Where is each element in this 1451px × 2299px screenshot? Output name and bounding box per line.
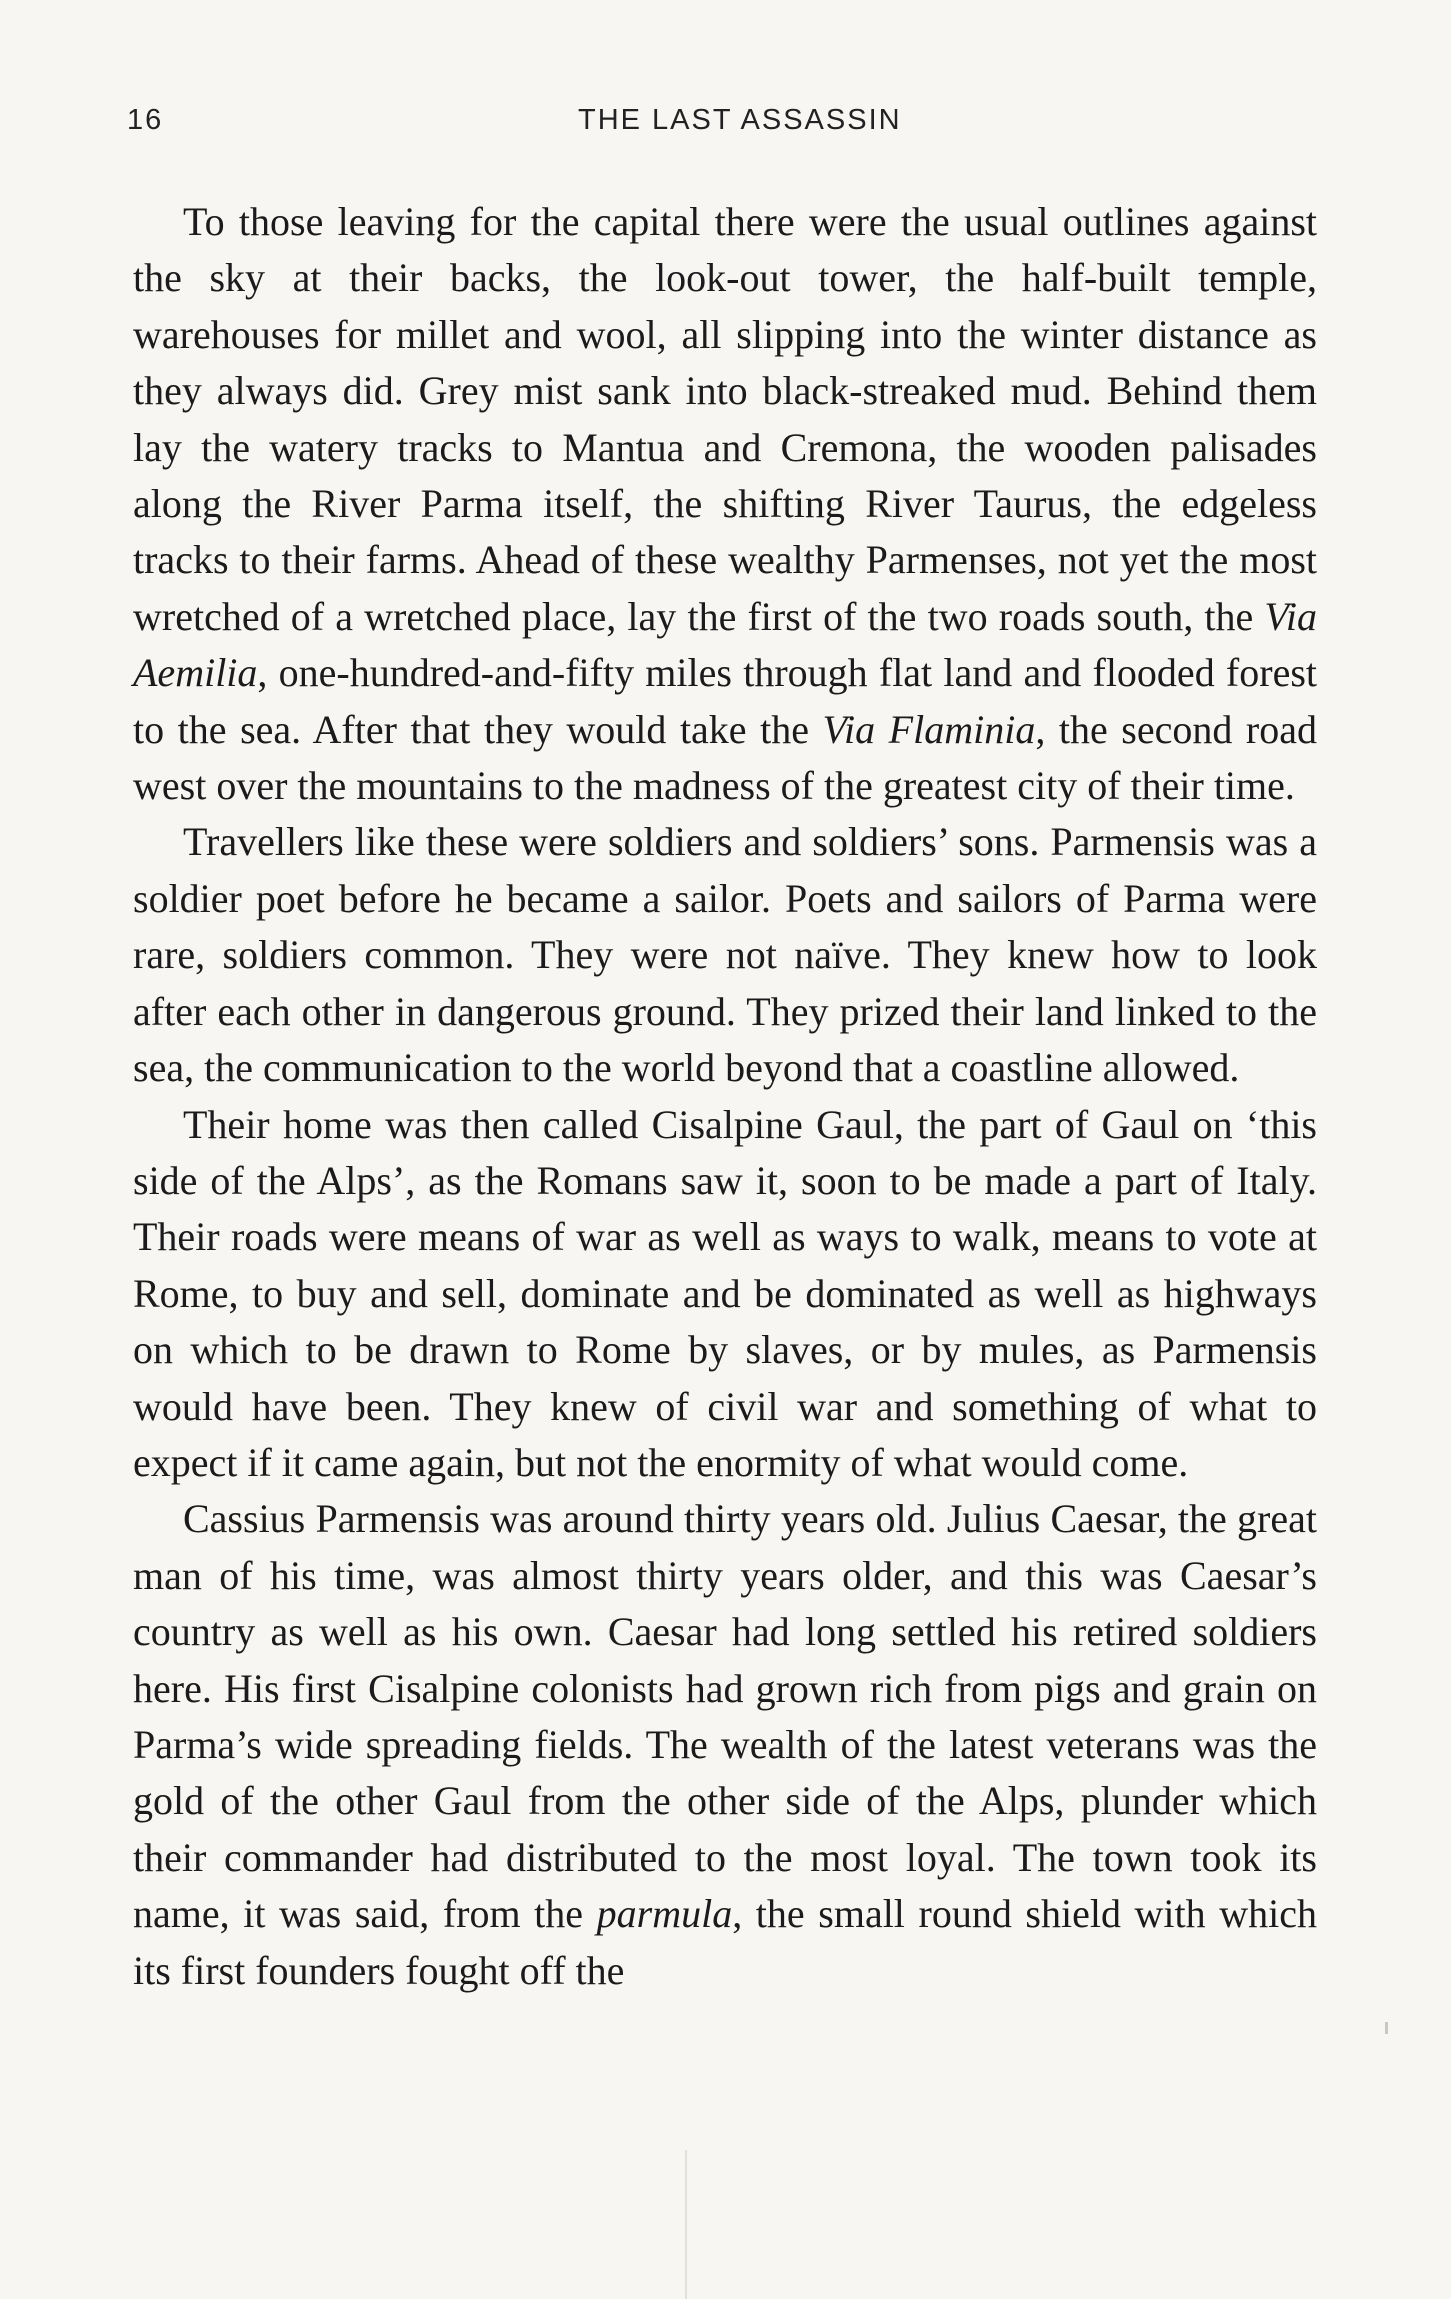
text-segment: Cassius Parmensis was around thirty years old. Julius Caesar, the great man of his time, was almost thirty years older, and this was Caesar’s country as well as his own. Caesar had long settled his retired soldiers here. His first Cisalpine colonists had grown rich from pigs and grain on Parma’s wide spreading fields. The wealth of the latest veterans was the gold of the other Gaul from the other side of the Alps, plunder which their commander had distributed to the most loyal. The town took its name, it was said, from the xyxy=(133,1496,1317,1937)
page-number: 16 xyxy=(127,104,164,136)
paragraph-4 xyxy=(133,1491,1317,1999)
text-segment: , the small round shield with which its first founders fought off the xyxy=(133,1891,1318,1993)
italic-term-via-flaminia: Via Flaminia xyxy=(822,706,1036,752)
text-segment: To those leaving for the capital there were the usual outlines against the sky at their backs, the look-out tower, the half-built temple, warehouses for millet and wool, all slipping into the winter distance as they always did. Grey mist sank into black-streaked mud. Behind them lay the watery tracks to Mantua and Cremona, the wooden palisades along the River Parma itself, the shifting River Taurus, the edgeless tracks to their farms. Ahead of these wealthy Parmenses, not yet the most wretched of a wretched place, lay the first of the two roads south, the xyxy=(133,199,1317,639)
book-title: THE LAST ASSASSIN xyxy=(578,104,902,136)
text-segment: Their home was then called Cisalpine Gaul, the part of Gaul on ‘this side of the Alps’, as the Romans saw it, soon to be made a part of Italy. Their roads were means of war as well as ways to walk, means to vote at Rome, to buy and sell, dominate and be dominated as well as highways on which to be drawn to Rome by slaves, or by mules, as Parmensis would have been. They knew of civil war and something of what to expect if it came again, but not the enormity of what would come. xyxy=(133,1101,1317,1485)
italic-term-parmula: parmula xyxy=(596,1891,733,1937)
text-segment: Travellers like these were soldiers and soldiers’ sons. Parmensis was a soldier poet before he became a sailor. Poets and sailors of Parma were rare, soldiers common. They were not naïve. They knew how to look after each other in dangerous ground. They prized their land linked to the sea, the communication to the world beyond that a coastline allowed. xyxy=(133,819,1317,1091)
margin-speck xyxy=(1385,2022,1388,2034)
page-crease xyxy=(685,2150,687,2299)
running-head xyxy=(0,104,1451,144)
paragraph-1 xyxy=(133,194,1317,814)
paragraph-2 xyxy=(133,814,1317,1096)
text-segment: , the second road west over the mountains to the madness of the greatest city of their time. xyxy=(133,706,1318,809)
text-segment: , one-hundred-and-fifty miles through flat land and flooded forest to the sea. After that they would take the xyxy=(133,650,1317,752)
body-text xyxy=(133,194,1317,1999)
italic-term-via-aemilia: Via Aemilia xyxy=(133,593,1317,696)
paragraph-3 xyxy=(133,1097,1317,1492)
